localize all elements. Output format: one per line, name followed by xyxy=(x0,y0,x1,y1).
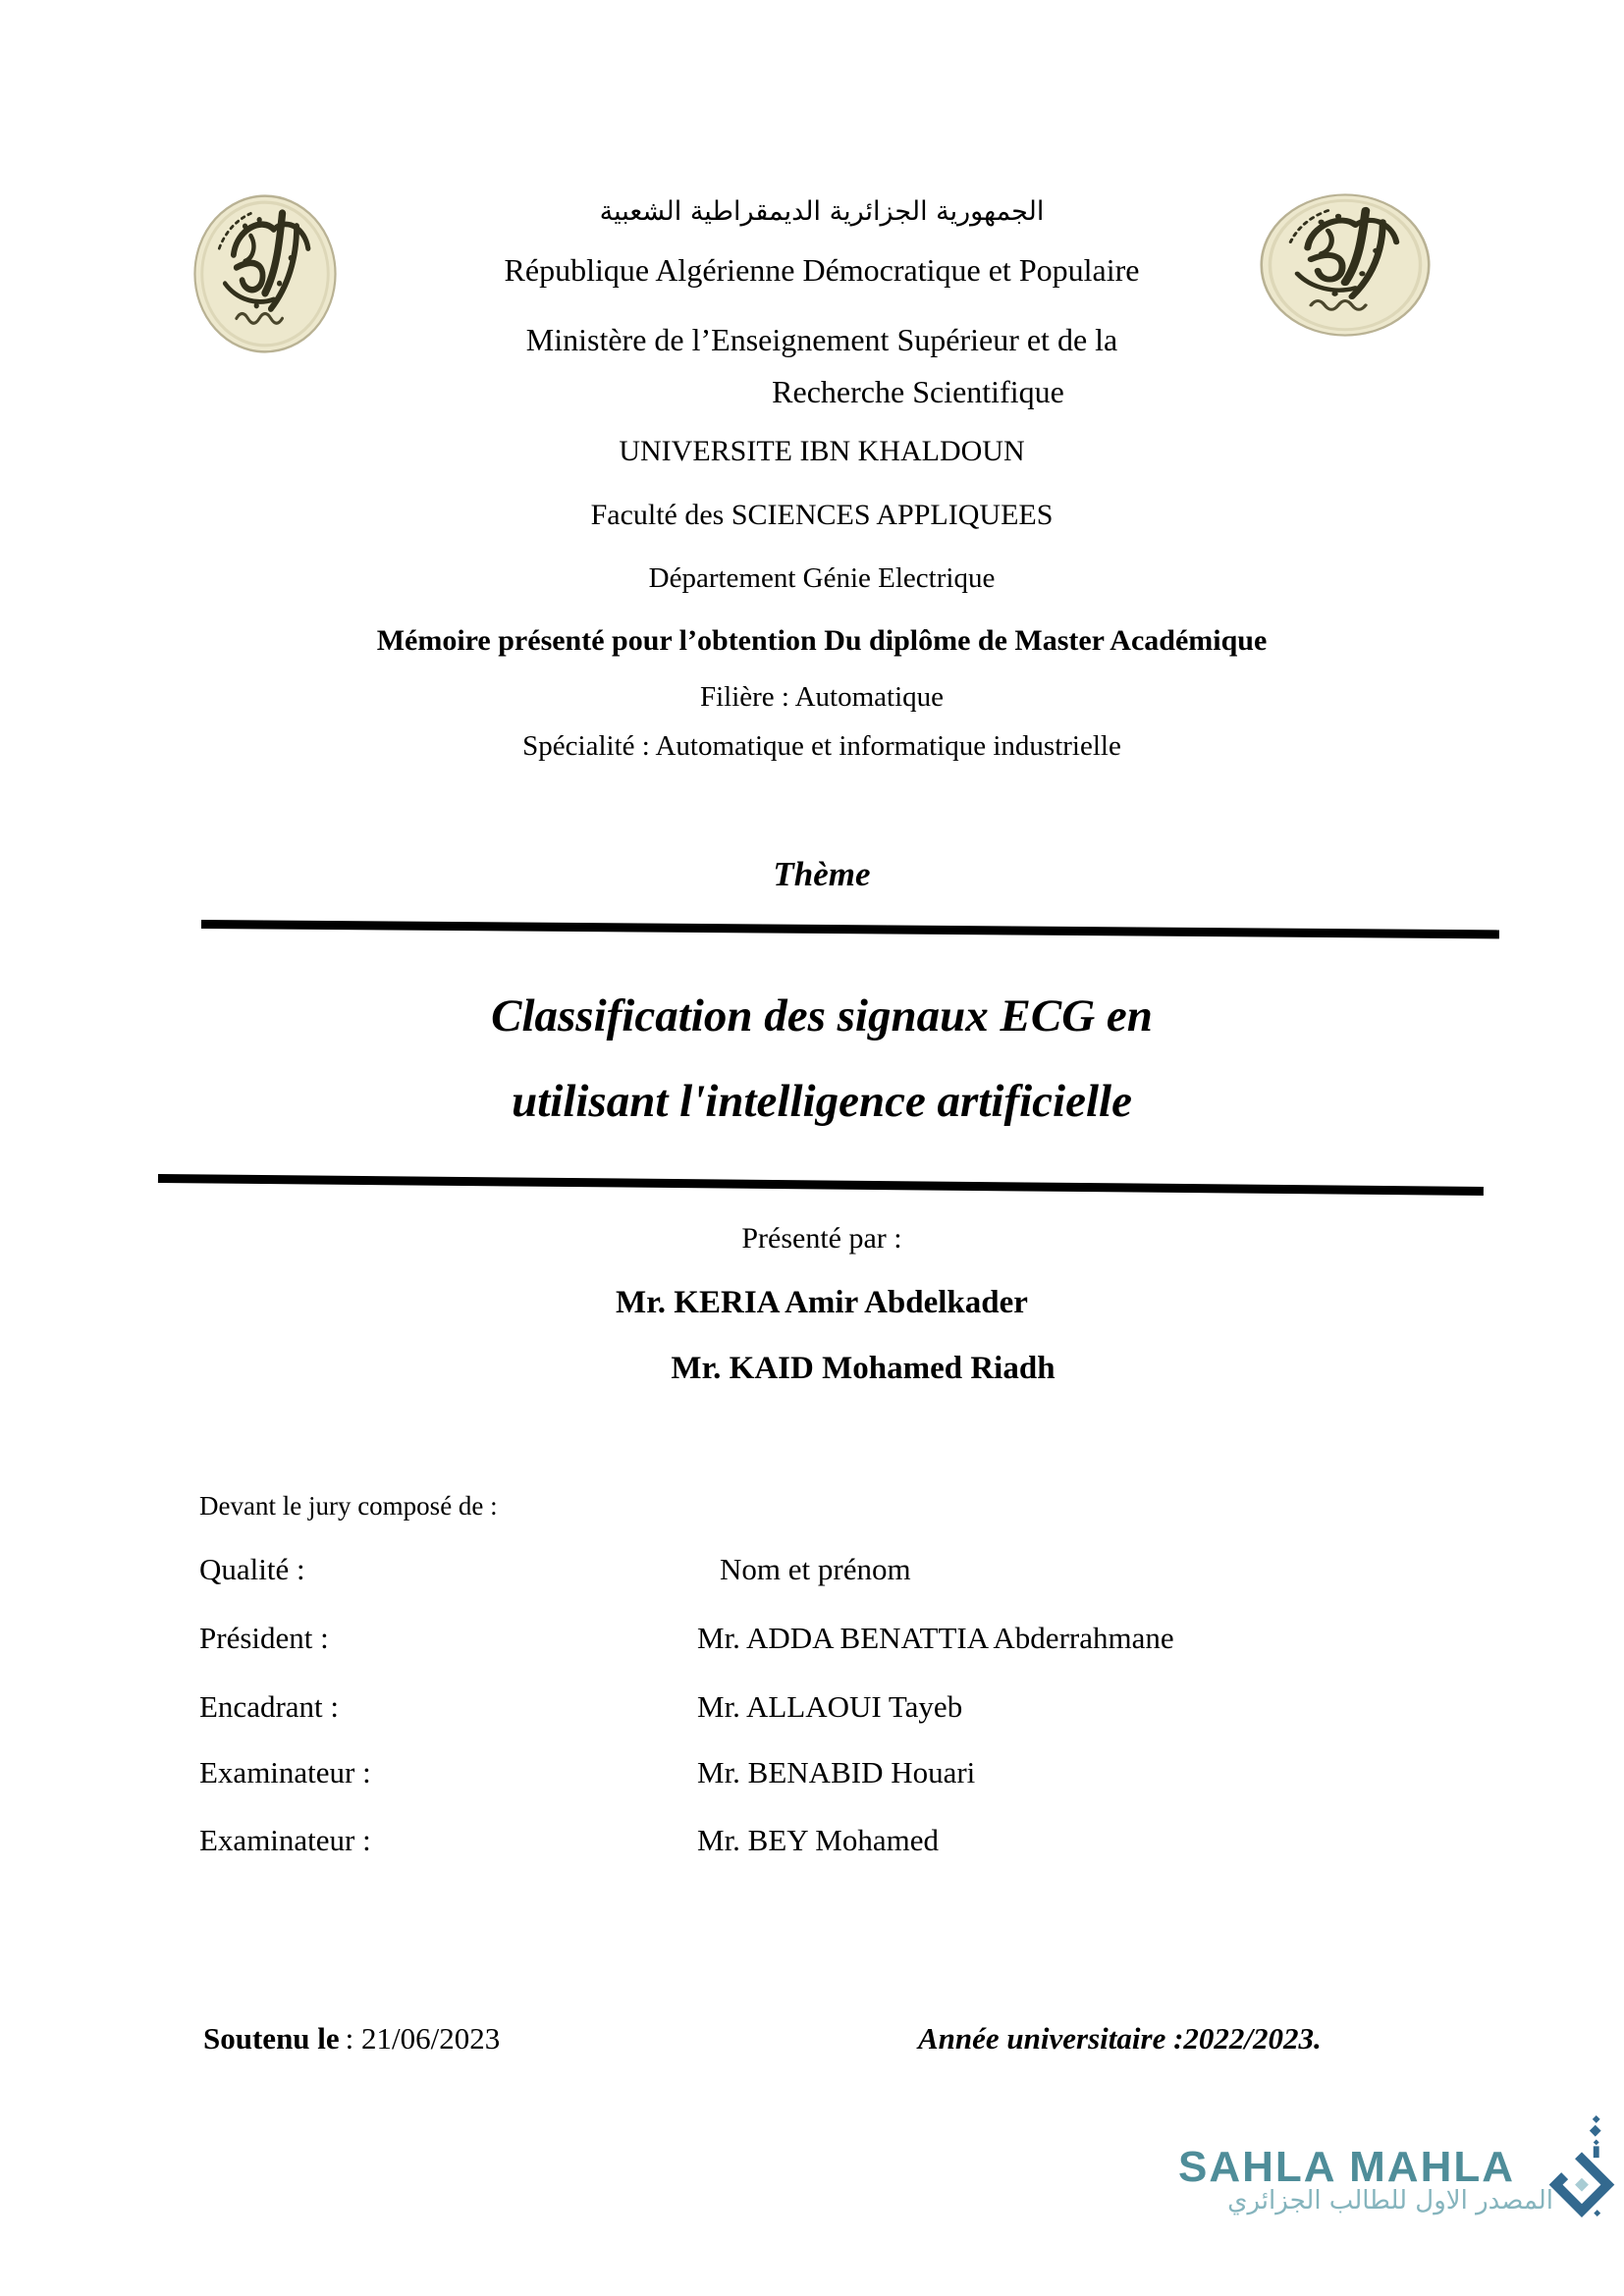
jury-role-label: Qualité : xyxy=(199,1552,305,1586)
thesis-title-line-1: Classification des signaux ECG en xyxy=(491,990,1153,1041)
memoire-statement: Mémoire présenté pour l’obtention Du diplôme de Master Académique xyxy=(376,624,1268,657)
university-name: UNIVERSITE IBN KHALDOUN xyxy=(619,435,1025,467)
jury-row xyxy=(0,1823,1624,1864)
jury-row xyxy=(0,1755,1624,1796)
thesis-title-line-2: utilisant l'intelligence artificielle xyxy=(512,1076,1132,1127)
defense-date-label: Soutenu le xyxy=(203,2021,340,2056)
faculty-name: Faculté des SCIENCES APPLIQUEES xyxy=(590,499,1054,531)
jury-row xyxy=(0,1552,1624,1593)
defense-date-line xyxy=(203,2021,500,2056)
presented-by-label: Présenté par : xyxy=(741,1222,902,1255)
defense-date-value: : 21/06/2023 xyxy=(345,2021,501,2056)
sahla-mahla-brand-text: SAHLA MAHLA xyxy=(1178,2143,1515,2191)
jury-role-label: Président : xyxy=(199,1621,329,1655)
sahla-mahla-tagline: المصدر الاول للطالب الجزائري xyxy=(1227,2186,1553,2216)
jury-row xyxy=(0,1621,1624,1662)
title-rule-bottom xyxy=(158,1174,1484,1196)
department-name: Département Génie Electrique xyxy=(648,562,996,594)
jury-intro: Devant le jury composé de : xyxy=(199,1491,498,1521)
jury-member-name: Mr. BEY Mohamed xyxy=(697,1823,939,1857)
sahla-mahla-calligraphy-icon xyxy=(1544,2113,1619,2219)
theme-label: Thème xyxy=(773,855,871,893)
ministry-line-1: Ministère de l’Enseignement Supérieur et de la xyxy=(525,322,1118,357)
jury-role-label: Examinateur : xyxy=(199,1823,371,1857)
author-name-1: Mr. KERIA Amir Abdelkader xyxy=(616,1285,1028,1320)
jury-member-name: Mr. ALLAOUI Tayeb xyxy=(697,1689,963,1724)
republic-line: République Algérienne Démocratique et Populaire xyxy=(504,252,1140,288)
jury-member-name: Nom et prénom xyxy=(720,1552,911,1586)
jury-member-name: Mr. ADDA BENATTIA Abderrahmane xyxy=(697,1621,1174,1655)
author-name-2: Mr. KAID Mohamed Riadh xyxy=(671,1351,1056,1386)
jury-row xyxy=(0,1689,1624,1731)
arabic-republic-title: الجمهورية الجزائرية الديمقراطية الشعبية xyxy=(599,196,1045,227)
title-rule-top xyxy=(201,920,1499,938)
ministry-line-2: Recherche Scientifique xyxy=(772,374,1064,409)
filiere-line: Filière : Automatique xyxy=(699,681,945,713)
jury-role-label: Encadrant : xyxy=(199,1689,340,1724)
jury-role-label: Examinateur : xyxy=(199,1755,371,1789)
specialite-line: Spécialité : Automatique et informatique industrielle xyxy=(522,730,1121,762)
academic-year-line: Année universitaire :2022/2023. xyxy=(918,2021,1322,2056)
jury-member-name: Mr. BENABID Houari xyxy=(697,1755,976,1789)
